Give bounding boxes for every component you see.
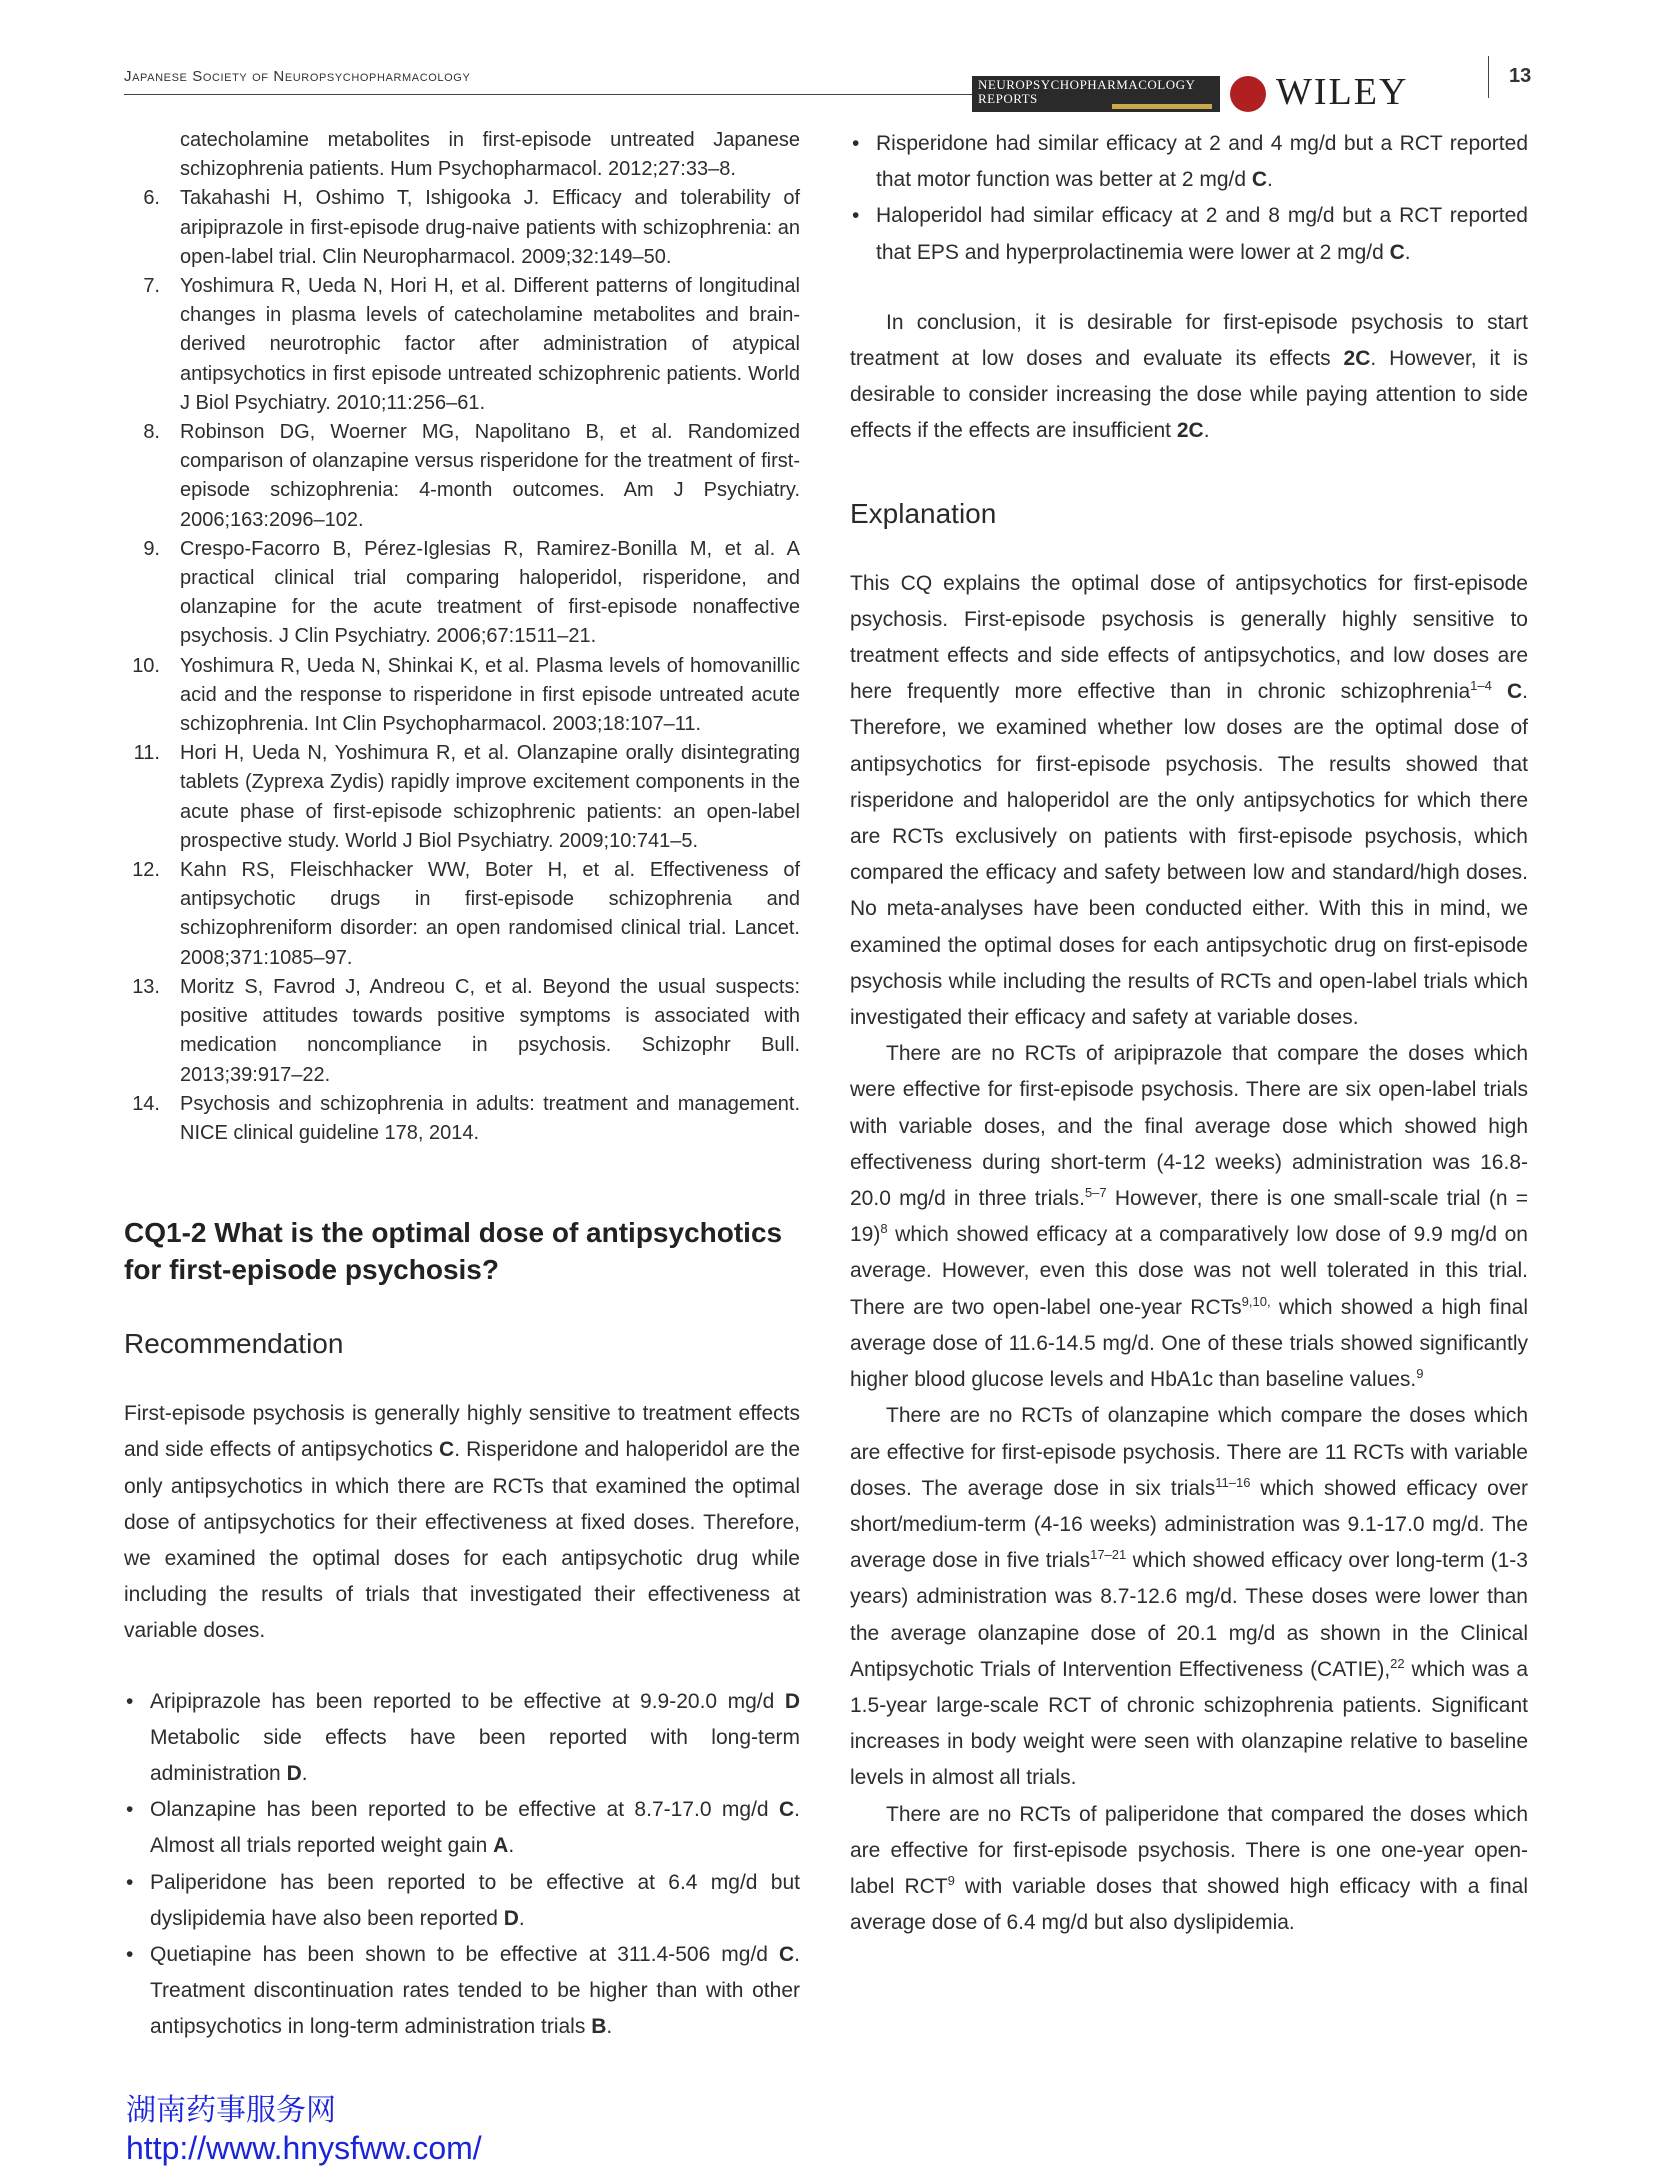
recommendation-list-continued [850,126,1528,271]
cq-heading: CQ1-2 What is the optimal dose of antipsychotics for first-episode psychosis? [124,1217,783,1286]
list-item: • Olanzapine has been reported to be effective at 8.7-17.0 mg/d C. Almost all trials reported weight gain A. [124,1792,800,1864]
conclusion-paragraph: In conclusion, it is desirable for first-episode psychosis to start treatment at low doses and evaluate its effects 2C. However, it is desirable to consider increasing the dose while paying attention to side effects if the effects are insufficient 2C. [850,310,1528,443]
reference-item: 7. Yoshimura R, Ueda N, Hori H, et al. Different patterns of longitudinal changes in plasma levels of catecholamine metabolites and brain-derived neurotrophic factor after administration of atypical antipsychotics in first episode untreated schizophrenic patients. World J Biol Psychiatry. 2010;11:256–61. [143,275,800,414]
right-column [850,126,1528,1941]
left-column [124,126,800,2046]
list-item: • Haloperidol had similar efficacy at 2 and 8 mg/d but a RCT reported that EPS and hyperprolactinemia were lower at 2 mg/d C. [850,198,1528,270]
recommendation-heading: Recommendation [124,1328,344,1360]
site-watermark [126,2092,482,2166]
brand-block [972,72,1410,116]
explanation-paragraph: There are no RCTs of aripiprazole that compare the doses which were effective for first-episode psychosis. There are six open-label trials with variable doses, and the final average dose which showed high effectiveness during short-term (4-12 weeks) administration was 16.8-20.0 mg/d in three trials.$^{5-7}$ However, there is one small-scale trial (n = 19)$^8$ which showed efficacy at a comparatively low dose of 9.9 mg/d on average. However, even this dose was not well tolerated in this trial. There are two open-label one-year RCTs$^{9,10,}$ which showed a high final average dose of 11.6-14.5 mg/d. One of these trials showed significantly higher blood glucose levels and HbA1c than baseline values.$^9$ [850,1042,1529,1392]
reference-item: 12. Kahn RS, Fleischhacker WW, Boter H, et al. Effectiveness of antipsychotic drugs in first-episode schizophrenia and schizophreniform disorder: an open randomised clinical trial. Lancet. 2008;371:1085–97. [132,859,800,969]
recommendation-paragraph: First-episode psychosis is generally highly sensitive to treatment effects and side effects of antipsychotics C. Risperidone and haloperidol are the only antipsychotics in which there are RCTs that examined the optimal dose of antipsychotics for their effectiveness at fixed doses. Therefore, we examined the optimal doses for each antipsychotic drug while including the results of trials that investigated their effectiveness at variable doses. [124,1402,800,1643]
page-number: 13 [1488,56,1531,98]
list-item: • Quetiapine has been shown to be effective at 311.4-506 mg/d C. Treatment discontinuation rates tended to be higher than with other antipsychotics in long-term administration trials B. [124,1937,800,2046]
reference-item: 13. Moritz S, Favrod J, Andreou C, et al. Beyond the usual suspects: positive attitudes towards positive symptoms is associated with medication noncompliance in psychosis. Schizophr Bull. 2013;39:917–22. [132,975,800,1086]
list-item: • Paliperidone has been reported to be effective at 6.4 mg/d but dyslipidemia have also been reported D. [124,1865,800,1937]
explanation-heading: Explanation [850,497,997,529]
running-header [124,56,1532,116]
journal-name: Japanese Society of Neuropsychopharmacology [124,68,471,85]
journal-logo: NEUROPSYCHOPHARMACOLOGY REPORTS [972,76,1220,112]
watermark-site-name: 湖南药事服务网 [126,2093,336,2128]
publisher-logo: WILEY [1276,71,1409,113]
explanation-paragraph: There are no RCTs of olanzapine which compare the doses which are effective for first-episode psychosis. There are 11 RCTs with variable doses. The average dose in six trials$^{11-16}$ which showed efficacy over short/medium-term (4-16 weeks) administration was 9.1-17.0 mg/d. The average dose in five trials$^{17-21}$ which showed efficacy over long-term (1-3 years) administration was 8.7-12.6 mg/d. These doses were lower than the average olanzapine dose of 20.1 mg/d as shown in the Clinical Antipsychotic Trials of Intervention Effectiveness (CATIE),$^{22}$ which was a 1.5-year large-scale RCT of chronic schizophrenia patients. Significant increases in body weight were seen with olanzapine relative to baseline levels in almost all trials. [850,1404,1529,1790]
reference-item: 14. Psychosis and schizophrenia in adults: treatment and management. NICE clinical guideline 178, 2014. [132,1092,800,1144]
reference-item: 10. Yoshimura R, Ueda N, Shinkai K, et al. Plasma levels of homovanillic acid and the response to risperidone in first episode untreated acute schizophrenia. Int Clin Psychopharmacol. 2003;18:107–11. [132,654,800,736]
reference-item: 8. Robinson DG, Woerner MG, Napolitano B, et al. Randomized comparison of olanzapine versus risperidone for the treatment of first-episode schizophrenia: 4-month outcomes. Am J Psychiatry. 2006;163:2096–102. [143,421,800,531]
reference-item: catecholamine metabolites in first-episode untreated Japanese schizophrenia patients. Hum Psychopharmacol. 2012;27:33–8. [180,129,800,181]
explanation-paragraph: There are no RCTs of paliperidone that compared the doses which are effective for first-episode psychosis. There is one one-year open-label RCT$^9$ with variable doses that showed high efficacy with a final average dose of 6.4 mg/d but also dyslipidemia. [850,1802,1528,1935]
list-item: • Aripiprazole has been reported to be effective at 9.9-20.0 mg/d D Metabolic side effects have been reported with long-term administration D. [124,1684,800,1793]
evidence-grade: C [439,1438,455,1462]
reference-item: 9. Crespo-Facorro B, Pérez-Iglesias R, Ramirez-Bonilla M, et al. A practical clinical trial comparing haloperidol, risperidone, and olanzapine for the acute treatment of first-episode nonaffective psychosis. J Clin Psychiatry. 2006;67:1511–21. [143,537,800,648]
watermark-url[interactable]: http://www.hnysfww.com/ [126,2130,482,2166]
reference-item: 11. Hori H, Ueda N, Yoshimura R, et al. Olanzapine orally disintegrating tablets (Zyprexa Zydis) rapidly improve excitement components in the acute phase of first-episode schizophrenic patients: an open-label prospective study. World J Biol Psychiatry. 2009;10:741–5. [133,742,800,852]
explanation-paragraph: This CQ explains the optimal dose of antipsychotics for first-episode psychosis. First-episode psychosis is generally highly sensitive to treatment effects and side effects of antipsychotics, and low doses are here frequently more effective than in chronic schizophrenia$^{1-4}$ C. Therefore, we examined whether low doses are the optimal dose of antipsychotics for first-episode psychosis. The results showed that risperidone and haloperidol are the only antipsychotics for which there are RCTs exclusively on patients with first-episode psychosis, which compared the efficacy and safety between low and standard/high doses. No meta-analyses have been conducted either. With this in mind, we examined the optimal doses for each antipsychotic drug on first-episode psychosis while including the results of RCTs and open-label trials which investigated their efficacy and safety at variable doses. [850,571,1528,1030]
society-seal-icon [1230,76,1266,112]
recommendation-list [124,1684,800,2046]
reference-item: 6. Takahashi H, Oshimo T, Ishigooka J. Efficacy and tolerability of aripiprazole in first-episode drug-naive patients with schizophrenia: an open-label trial. Clin Neuropharmacol. 2009;32:149–50. [143,187,800,268]
list-item: • Risperidone had similar efficacy at 2 and 4 mg/d but a RCT reported that motor function was better at 2 mg/d C. [850,126,1528,198]
